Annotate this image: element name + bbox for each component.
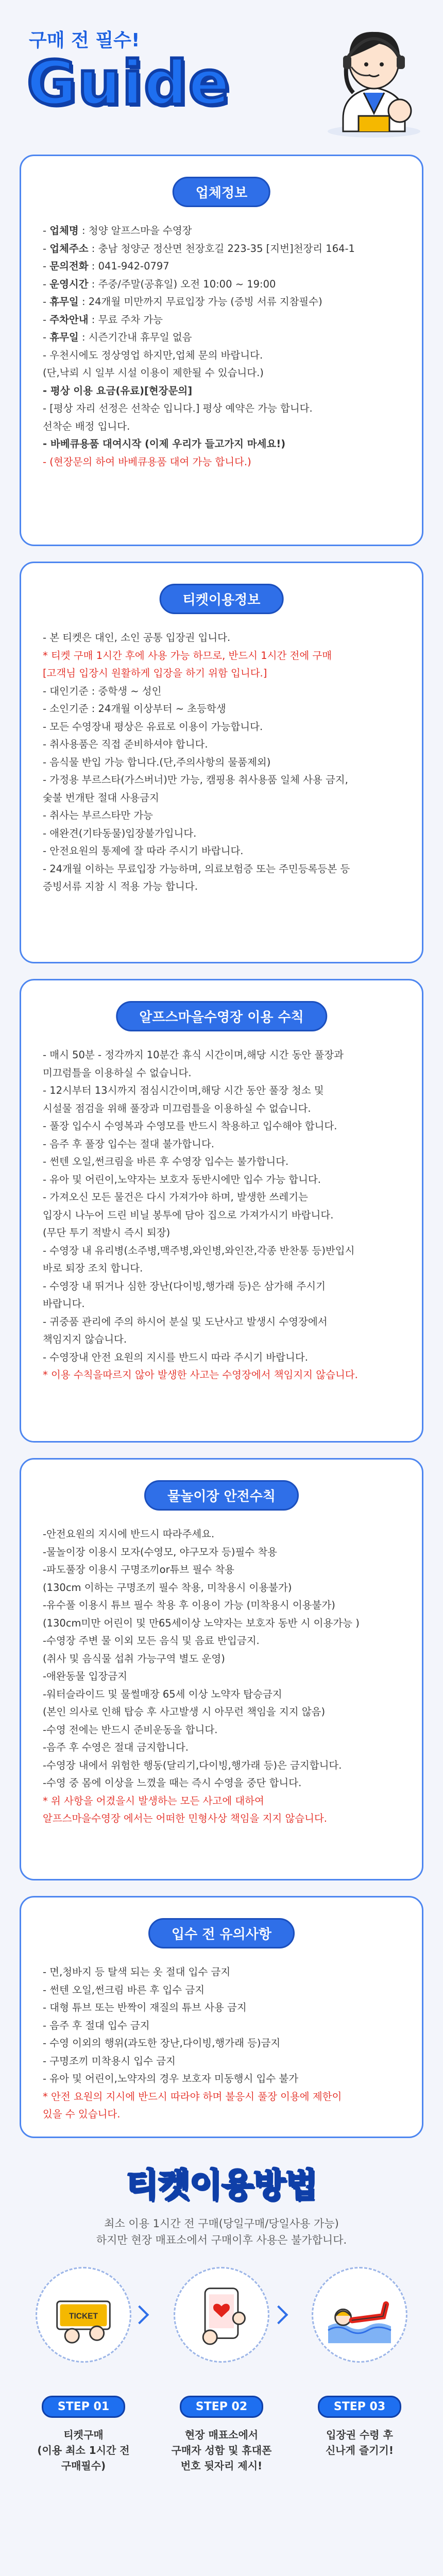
list-item: -파도풀장 이용시 구명조끼or튜브 필수 착용 bbox=[43, 1564, 235, 1575]
method-subtitle-line: 최소 이용 1시간 전 구매(당일구매/당일사용 가능) bbox=[104, 2217, 339, 2230]
list-item: * 이용 수칙을따르지 않아 발생한 사고는 수영장에서 책임지지 않습니다. bbox=[43, 1369, 358, 1381]
list-item: - 취사용품은 직접 준비하셔야 합니다. bbox=[43, 738, 208, 750]
list-item: (무단 투기 적발시 즉시 퇴장) bbox=[43, 1227, 171, 1239]
list-item: (취사 및 음식물 섭취 가능구역 별도 운영) bbox=[43, 1652, 225, 1665]
list-item: - 가정용 부르스타(가스버너)만 가능, 캠핑용 취사용품 일체 사용 금지, bbox=[43, 774, 348, 786]
step-desc: 입장권 수령 후 신나게 즐기기! bbox=[325, 2429, 394, 2456]
list-item: - 주차안내 : 무료 주차 가능 bbox=[43, 313, 163, 326]
section-title: 입수 전 유의사항 bbox=[148, 1918, 295, 1948]
list-item: [고객님 입장시 원활하게 입장을 하기 위함 입니다.] bbox=[43, 667, 267, 679]
step-desc: 현장 매표소에서 구매자 성함 및 휴대폰 번호 뒷자리 제시! bbox=[171, 2429, 272, 2472]
list-item: -애완동물 입장금지 bbox=[43, 1670, 127, 1682]
list-item: - 애완견(기타동물)입장불가입니다. bbox=[43, 827, 197, 839]
step-circle bbox=[36, 2267, 131, 2363]
list-item: 바로 퇴장 조치 합니다. bbox=[43, 1262, 143, 1274]
step-desc: 티켓구매 (이용 최소 1시간 전 구매필수) bbox=[37, 2429, 130, 2472]
list-item: - (현장문의 하여 바베큐용품 대여 가능 합니다.) bbox=[43, 455, 251, 468]
list-item: - 24개월 이하는 무료입장 가능하며, 의료보험증 또는 주민등록등본 등 bbox=[43, 862, 350, 875]
list-item: - 썬텐 오일,썬크림을 바른 후 수영장 입수는 불가합니다. bbox=[43, 1156, 289, 1167]
section-title: 물놀이장 안전수칙 bbox=[144, 1480, 299, 1511]
list-item: -물놀이장 이용시 모자(수영모, 야구모자 등)필수 착용 bbox=[43, 1546, 278, 1558]
info-list bbox=[43, 1963, 405, 2124]
method-subtitle bbox=[0, 2215, 443, 2248]
step-label: STEP 03 bbox=[318, 2396, 401, 2418]
list-item: 알프스마을수영장 에서는 어떠한 민형사상 책임을 지지 않습니다. bbox=[43, 1812, 327, 1824]
section-title: 업체정보 bbox=[173, 177, 270, 207]
info-list bbox=[43, 1046, 405, 1384]
list-item: - 12시부터 13시까지 점심시간이며,해당 시간 동안 풀장 청소 및 bbox=[43, 1084, 324, 1096]
list-item: - 업체명 : 청양 알프스마을 수영장 bbox=[43, 225, 192, 236]
section-before-entry bbox=[20, 1896, 423, 2138]
list-item: - 수영장내 안전 요원의 지시를 반드시 따라 주시기 바랍니다. bbox=[43, 1351, 308, 1363]
list-item: - 문의전화 : 041-942-0797 bbox=[43, 260, 169, 272]
list-item: - 수영장 내 뛰거나 심한 장난(다이빙,행가래 등)은 삼가해 주시기 bbox=[43, 1280, 326, 1292]
info-list bbox=[43, 1526, 405, 1828]
list-item: * 안전 요원의 지시에 반드시 따라야 하며 불응시 풀장 이용에 제한이 bbox=[43, 2090, 342, 2103]
list-item: - 매시 50분 - 정각까지 10분간 휴식 시간이며,해당 시간 동안 풀장과 bbox=[43, 1049, 344, 1061]
list-item: (130cm 이하는 구명조끼 필수 착용, 미착용시 이용불가) bbox=[43, 1581, 292, 1594]
section-pool-rules bbox=[20, 979, 423, 1443]
list-item: - 평상 이용 요금(유료)[현장문의] bbox=[43, 384, 193, 397]
phone-icon bbox=[175, 2268, 268, 2361]
list-item: - 음주 후 절대 입수 금지 bbox=[43, 2019, 150, 2031]
list-item: - 가져오신 모든 물건은 다시 가져가야 하며, 발생한 쓰레기는 bbox=[43, 1191, 308, 1203]
list-item: -음주 후 수영은 절대 금지합니다. bbox=[43, 1741, 189, 1753]
step-label: STEP 02 bbox=[180, 2396, 263, 2418]
list-item: - 우천시에도 정상영업 하지만,업체 문의 바랍니다. bbox=[43, 349, 263, 361]
list-item: - 소인기준 : 24개월 이상부터 ~ 초등학생 bbox=[43, 703, 226, 715]
list-item: 책임지지 않습니다. bbox=[43, 1333, 127, 1345]
list-item: - 귀중품 관리에 주의 하시어 분실 및 도난사고 발생시 수영장에서 bbox=[43, 1315, 328, 1328]
list-item: - 운영시간 : 주중/주말(공휴일) 오전 10:00 ~ 19:00 bbox=[43, 278, 276, 290]
section-water-safety bbox=[20, 1458, 423, 1880]
list-item: 바랍니다. bbox=[43, 1298, 85, 1310]
section-company-info bbox=[20, 155, 423, 546]
list-item: - 수영장 내 유리병(소주병,맥주병,와인병,와인잔,각종 반찬통 등)반입시 bbox=[43, 1244, 355, 1257]
list-item: - 대인기준 : 중학생 ~ 성인 bbox=[43, 685, 162, 697]
step-circle bbox=[312, 2267, 407, 2363]
list-item: 증빙서류 지참 시 적용 가능 합니다. bbox=[43, 880, 198, 892]
ticket-icon bbox=[37, 2268, 130, 2361]
list-item: - 취사는 부르스타만 가능 bbox=[43, 809, 154, 821]
list-item: 숯불 번개탄 절대 사용금지 bbox=[43, 791, 159, 804]
list-item: - 모든 수영장내 평상은 유료로 이용이 가능합니다. bbox=[43, 720, 263, 733]
list-item: 있을 수 있습니다. bbox=[43, 2108, 121, 2120]
list-item: - 음식물 반입 가능 합니다.(단,주의사항의 물품제외) bbox=[43, 756, 271, 768]
list-item: 선착순 배정 입니다. bbox=[43, 420, 130, 432]
swimmer-icon bbox=[313, 2268, 406, 2361]
call-center-character-icon bbox=[322, 15, 425, 139]
header-pretitle: 구매 전 필수! bbox=[29, 30, 140, 51]
info-list bbox=[43, 629, 405, 896]
header-title: Guide bbox=[27, 47, 231, 118]
list-item: - 수영 이외의 행위(과도한 장난,다이빙,행가래 등)금지 bbox=[43, 2037, 281, 2049]
step-03 bbox=[308, 2267, 411, 2458]
list-item: - 휴무일 : 시즌기간내 휴무일 없음 bbox=[43, 331, 192, 343]
list-item: - 업체주소 : 충남 청양군 정산면 천장호길 223-35 [지번]천장리 164-1 bbox=[43, 242, 355, 255]
list-item: (130cm미만 어린이 및 만65세이상 노약자는 보호자 동반 시 이용가능 ) bbox=[43, 1617, 360, 1629]
step-circle bbox=[174, 2267, 269, 2363]
list-item: - 바베큐용품 대여시작 (이제 우리가 들고가지 마세요!) bbox=[43, 438, 286, 450]
list-item: - 구명조끼 미착용시 입수 금지 bbox=[43, 2055, 176, 2067]
list-item: -안전요원의 지시에 반드시 따라주세요. bbox=[43, 1528, 215, 1540]
list-item: - 썬텐 오일,썬크림 바른 후 입수 금지 bbox=[43, 1984, 205, 1996]
list-item: - 유아 및 어린이,노약자는 보호자 동반시에만 입수 가능 합니다. bbox=[43, 1173, 321, 1185]
ticket-text: TICKET bbox=[69, 2312, 98, 2321]
list-item: * 위 사항을 어겼을시 발생하는 모든 사고에 대하여 bbox=[43, 1794, 264, 1807]
method-title: 티켓이용방법 bbox=[126, 2166, 317, 2205]
list-item: - 본 티켓은 대인, 소인 공통 입장권 입니다. bbox=[43, 632, 231, 643]
list-item: - 휴무일 : 24개월 미만까지 무료입장 가능 (증빙 서류 지참필수) bbox=[43, 296, 322, 308]
step-label: STEP 01 bbox=[42, 2396, 125, 2418]
list-item: -워터슬라이드 및 물썰매장 65세 이상 노약자 탑승금지 bbox=[43, 1688, 282, 1700]
list-item: 미끄럼틀을 이용하실 수 없습니다. bbox=[43, 1066, 192, 1079]
list-item: (본인 의사로 인해 탑승 후 사고발생 시 아무런 책임을 지지 않음) bbox=[43, 1706, 326, 1718]
section-title: 알프스마을수영장 이용 수칙 bbox=[116, 1001, 327, 1031]
list-item: -수영 전에는 반드시 준비운동을 합니다. bbox=[43, 1723, 218, 1736]
step-02 bbox=[170, 2267, 273, 2473]
list-item: -수영 중 몸에 이상을 느꼈을 때는 즉시 수영을 중단 합니다. bbox=[43, 1777, 302, 1789]
list-item: - 대형 튜브 또는 반짝이 재질의 튜브 사용 금지 bbox=[43, 2002, 247, 2013]
list-item: (단,낙뢰 시 일부 시설 이용이 제한될 수 있습니다.) bbox=[43, 367, 264, 379]
list-item: -수영장 내에서 위험한 행동(달리기,다이빙,행가래 등)은 금지합니다. bbox=[43, 1759, 342, 1771]
list-item: - 음주 후 풀장 입수는 절대 불가합니다. bbox=[43, 1138, 214, 1150]
list-item: - 면,청바지 등 탈색 되는 옷 절대 입수 금지 bbox=[43, 1966, 231, 1978]
header bbox=[0, 0, 443, 155]
list-item: -수영장 주변 물 이외 모든 음식 및 음료 반입금지. bbox=[43, 1635, 260, 1647]
section-ticket-info bbox=[20, 562, 423, 963]
list-item: - [평상 자리 선정은 선착순 입니다.] 평상 예약은 가능 합니다. bbox=[43, 402, 313, 414]
info-list bbox=[43, 222, 405, 471]
list-item: - 안전요원의 통제에 잘 따라 주시기 바랍니다. bbox=[43, 845, 244, 857]
list-item: -유수풀 이용시 튜브 필수 착용 후 이용이 가능 (미착용시 이용불가) bbox=[43, 1599, 335, 1611]
list-item: - 유아 및 어린이,노약자의 경우 보호자 미동행시 입수 불가 bbox=[43, 2073, 299, 2084]
step-list bbox=[0, 2267, 443, 2555]
step-01 bbox=[32, 2267, 135, 2473]
list-item: 입장시 나누어 드린 비닐 봉투에 담아 집으로 가져가시기 바랍니다. bbox=[43, 1209, 334, 1221]
list-item: 시설물 점검을 위해 풀장과 미끄럼틀을 이용하실 수 없습니다. bbox=[43, 1102, 311, 1114]
list-item: * 티켓 구매 1시간 후에 사용 가능 하므로, 반드시 1시간 전에 구매 bbox=[43, 649, 332, 662]
list-item: - 풀장 입수시 수영복과 수영모를 반드시 착용하고 입수해야 합니다. bbox=[43, 1120, 337, 1132]
method-subtitle-line: 하지만 현장 매표소에서 구매이후 사용은 불가합니다. bbox=[96, 2234, 347, 2246]
section-title: 티켓이용정보 bbox=[160, 584, 284, 614]
